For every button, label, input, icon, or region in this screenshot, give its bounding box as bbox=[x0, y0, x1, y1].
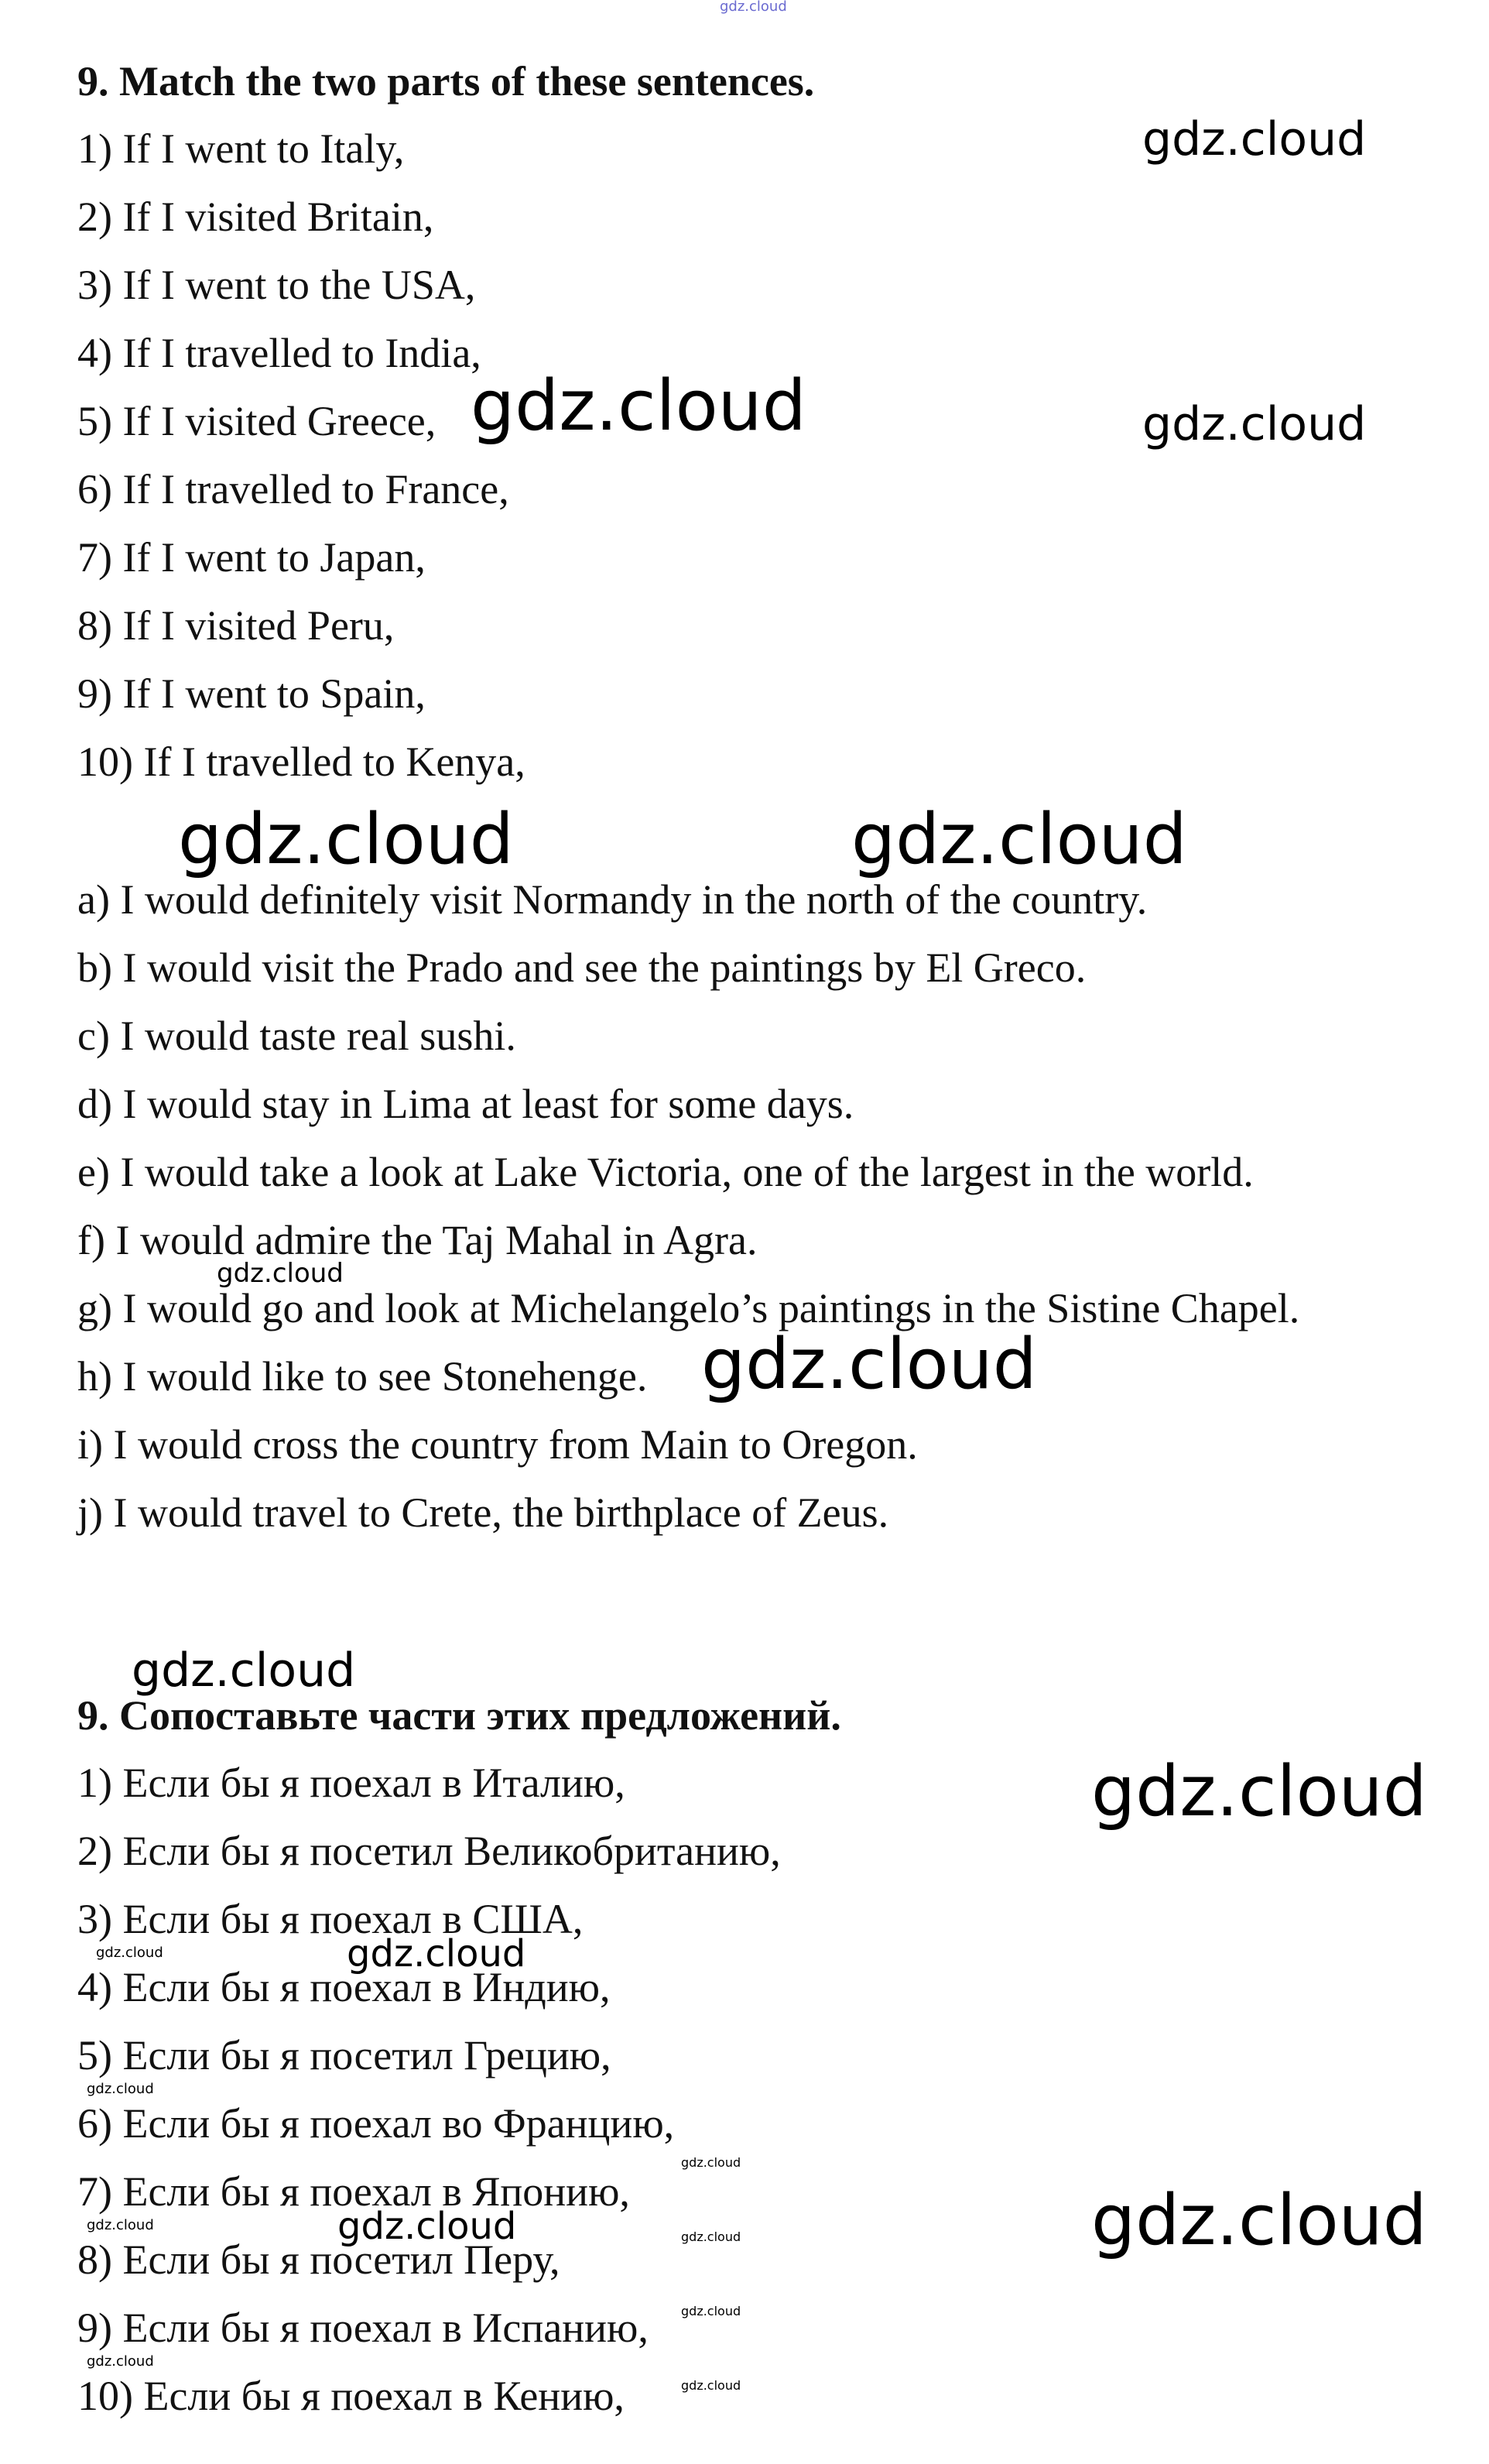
watermark: gdz.cloud bbox=[1142, 112, 1367, 166]
watermark: gdz.cloud bbox=[681, 2155, 741, 2170]
condition-line: 9) If I went to Spain, bbox=[77, 670, 426, 717]
watermark: gdz.cloud bbox=[1091, 1751, 1427, 1832]
watermark: gdz.cloud bbox=[87, 2353, 154, 2370]
watermark: gdz.cloud bbox=[178, 799, 514, 880]
result-line: c) I would taste real sushi. bbox=[77, 1013, 516, 1059]
watermark: gdz.cloud bbox=[87, 2081, 154, 2097]
result-line: d) I would stay in Lima at least for some days. bbox=[77, 1081, 854, 1127]
condition-line-ru: 2) Если бы я посетил Великобританию, bbox=[77, 1828, 781, 1874]
condition-line-ru: 5) Если бы я посетил Грецию, bbox=[77, 2032, 611, 2078]
condition-line-ru: 7) Если бы я поехал в Японию, bbox=[77, 2168, 630, 2215]
result-line: g) I would go and look at Michelangelo’s paintings in the Sistine Chapel. bbox=[77, 1285, 1300, 1331]
watermark: gdz.cloud bbox=[217, 1258, 344, 1289]
condition-line-ru: 3) Если бы я поехал в США, bbox=[77, 1896, 584, 1942]
condition-line: 6) If I travelled to France, bbox=[77, 466, 509, 512]
watermark: gdz.cloud bbox=[681, 2229, 741, 2244]
result-line: e) I would take a look at Lake Victoria, one of the largest in the world. bbox=[77, 1149, 1254, 1195]
watermark: gdz.cloud bbox=[681, 2378, 741, 2393]
condition-line: 7) If I went to Japan, bbox=[77, 534, 426, 581]
condition-line-ru: 10) Если бы я поехал в Кению, bbox=[77, 2373, 625, 2419]
watermark: gdz.cloud bbox=[471, 365, 806, 447]
watermark: gdz.cloud bbox=[851, 799, 1187, 880]
condition-line-ru: 8) Если бы я посетил Перу, bbox=[77, 2236, 560, 2283]
watermark: gdz.cloud bbox=[1142, 397, 1367, 451]
result-line: i) I would cross the country from Main to Oregon. bbox=[77, 1421, 918, 1468]
watermark: gdz.cloud bbox=[1091, 2180, 1427, 2261]
condition-line-ru: 1) Если бы я поехал в Италию, bbox=[77, 1760, 625, 1806]
condition-line-ru: 9) Если бы я поехал в Испанию, bbox=[77, 2305, 649, 2351]
watermark: gdz.cloud bbox=[337, 2205, 517, 2248]
condition-line: 2) If I visited Britain, bbox=[77, 194, 434, 240]
watermark: gdz.cloud bbox=[87, 2217, 154, 2233]
condition-line: 10) If I travelled to Kenya, bbox=[77, 739, 525, 785]
result-line: f) I would admire the Taj Mahal in Agra. bbox=[77, 1217, 758, 1263]
exercise-title-en: 9. Match the two parts of these sentences. bbox=[77, 58, 815, 105]
exercise-title-ru: 9. Сопоставьте части этих предложений. bbox=[77, 1692, 841, 1739]
condition-line: 8) If I visited Peru, bbox=[77, 602, 395, 649]
result-line: j) I would travel to Crete, the birthplace of Zeus. bbox=[77, 1489, 889, 1536]
condition-line-ru: 4) Если бы я поехал в Индию, bbox=[77, 1964, 611, 2010]
watermark: gdz.cloud bbox=[132, 1643, 356, 1698]
watermark: gdz.cloud bbox=[720, 0, 787, 15]
watermark: gdz.cloud bbox=[347, 1932, 526, 1976]
condition-line: 4) If I travelled to India, bbox=[77, 330, 481, 376]
condition-line: 1) If I went to Italy, bbox=[77, 125, 405, 172]
watermark: gdz.cloud bbox=[701, 1324, 1037, 1405]
condition-line: 5) If I visited Greece, bbox=[77, 398, 436, 444]
condition-line-ru: 6) Если бы я поехал во Францию, bbox=[77, 2100, 675, 2147]
condition-line: 3) If I went to the USA, bbox=[77, 262, 476, 308]
watermark: gdz.cloud bbox=[681, 2304, 741, 2318]
result-line: a) I would definitely visit Normandy in the north of the country. bbox=[77, 876, 1148, 923]
watermark: gdz.cloud bbox=[96, 1945, 163, 1961]
result-line: h) I would like to see Stonehenge. bbox=[77, 1353, 648, 1400]
result-line: b) I would visit the Prado and see the paintings by El Greco. bbox=[77, 944, 1087, 991]
